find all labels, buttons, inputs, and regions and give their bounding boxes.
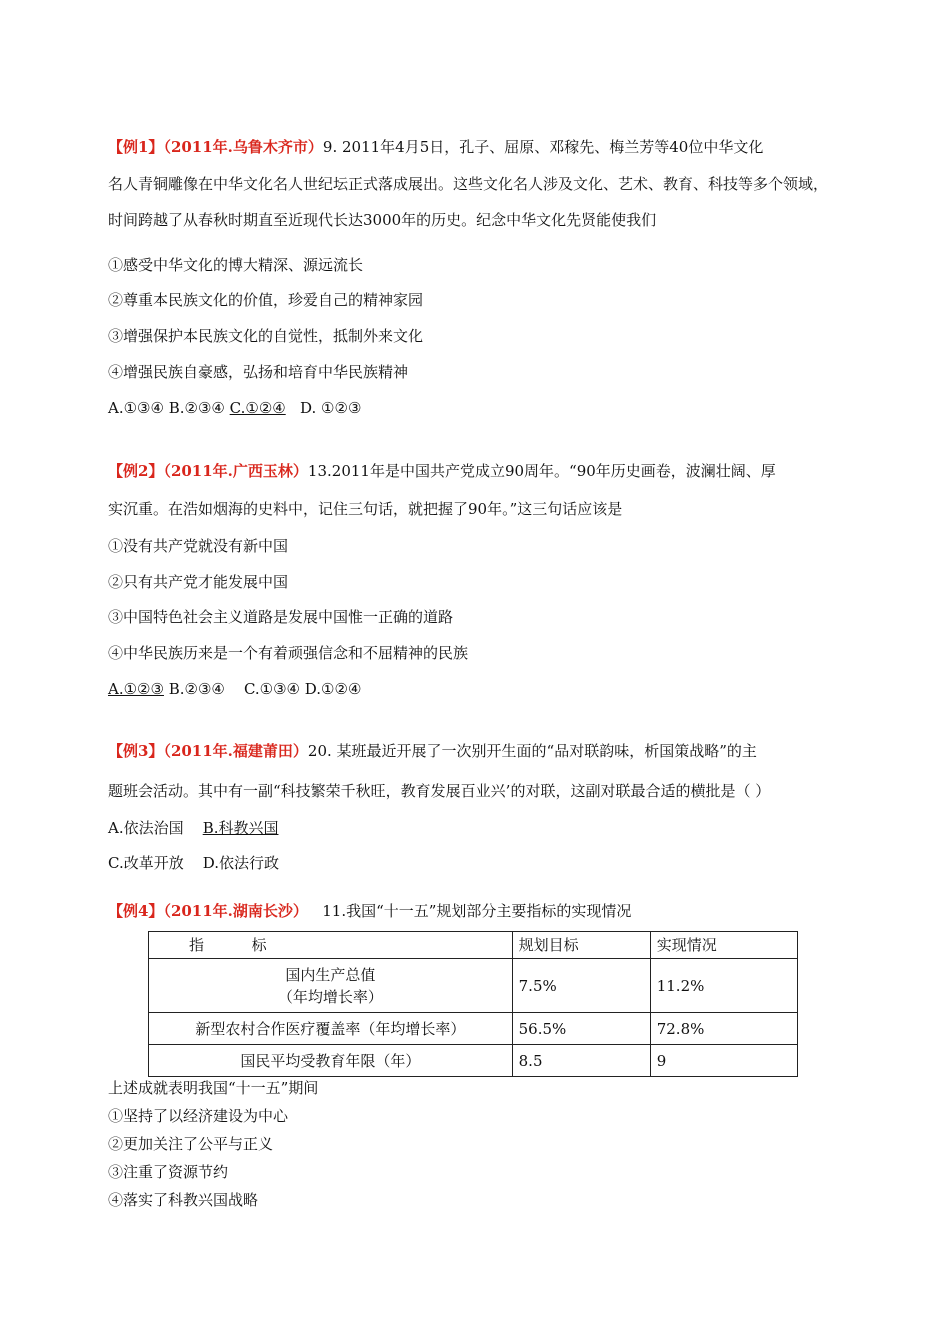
table-row (149, 1013, 798, 1045)
example-2-choice-a: A.①②③ (108, 680, 164, 698)
example-1-item-2: ②尊重本民族文化的价值，珍爱自己的精神家园 (108, 291, 424, 309)
example-4-item-4: ④落实了科教兴国战略 (108, 1191, 259, 1209)
row-1-indicator-line-2: （年均增长率） (277, 987, 383, 1006)
example-1-question-line-1: 9. 2011年4月5日，孔子、屈原、邓稼先、梅兰芳等40位中华文化 (322, 138, 764, 156)
example-2-choice-c: C.①③④ (243, 680, 301, 698)
row-3-actual: 9 (650, 1045, 797, 1077)
row-3-indicator: 国民平均受教育年限（年） (149, 1045, 513, 1077)
example-1-choice-b: B.②③④ (168, 399, 225, 417)
example-4-item-2: ②更加关注了公平与正义 (108, 1135, 274, 1153)
example-3-choices-row-1 (108, 818, 278, 838)
example-2-choice-b: B.②③④ (168, 680, 225, 698)
example-4-item-1: ①坚持了以经济建设为中心 (108, 1107, 289, 1125)
example-2-source: （2011年.广西玉林） (163, 462, 308, 480)
example-1-item-1: ①感受中华文化的博大精深、源远流长 (108, 256, 364, 274)
example-2-question-line-2: 实沉重。在浩如烟海的史料中，记住三句话，就把握了90年。”这三句话应该是 (108, 500, 623, 518)
example-1-choice-a: A.①③④ (108, 399, 164, 417)
example-1-first-line (108, 137, 763, 157)
example-1-choice-d: D. ①②③ (300, 399, 362, 417)
example-4-first-line (108, 901, 631, 921)
row-1-indicator-line-1: 国内生产总值 (285, 965, 376, 984)
example-2-first-line (108, 461, 776, 481)
table-row (149, 1045, 798, 1077)
example-3-tag: 【例3】 (108, 742, 164, 760)
example-2-choice-d: D.①②④ (304, 680, 362, 698)
table-row (149, 959, 798, 1013)
example-3-choice-b: B.科教兴国 (202, 819, 279, 837)
example-3-question-line-2: 题班会活动。其中有一副“科技繁荣千秋旺，教育发展百业兴’的对联，这副对联最合适的横批是（ ） (108, 782, 771, 800)
example-4-question-line-1: 11.我国“十一五”规划部分主要指标的实现情况 (322, 902, 632, 920)
example-4-after-table: 上述成就表明我国“十一五”期间 (108, 1079, 319, 1097)
example-2-item-1: ①没有共产党就没有新中国 (108, 537, 289, 555)
example-1-choice-c: C.①②④ (229, 399, 286, 417)
example-3-choice-d: D.依法行政 (202, 854, 280, 872)
indicator-table (148, 931, 798, 1077)
example-2-item-4: ④中华民族历来是一个有着顽强信念和不屈精神的民族 (108, 644, 469, 662)
row-1-target: 7.5% (512, 959, 650, 1013)
header-plan-target: 规划目标 (512, 932, 650, 959)
example-1-choices (108, 398, 361, 418)
example-1-item-4: ④增强民族自豪感，弘扬和培育中华民族精神 (108, 363, 409, 381)
row-1-indicator (149, 959, 513, 1013)
row-2-indicator: 新型农村合作医疗覆盖率（年均增长率） (149, 1013, 513, 1045)
example-4-source: （2011年.湖南长沙） (163, 902, 308, 920)
example-3-choice-a: A.依法治国 (108, 819, 184, 837)
example-4-item-3: ③注重了资源节约 (108, 1163, 229, 1181)
example-2-choices (108, 679, 361, 699)
row-1-actual: 11.2% (650, 959, 797, 1013)
example-3-choice-c: C.改革开放 (108, 854, 184, 872)
example-2-item-2: ②只有共产党才能发展中国 (108, 573, 289, 591)
row-3-target: 8.5 (512, 1045, 650, 1077)
example-1-question-line-2: 名人青铜雕像在中华文化名人世纪坛正式落成展出。这些文化名人涉及文化、艺术、教育、科技等多个领域， (108, 175, 829, 193)
example-3-source: （2011年.福建莆田） (163, 742, 308, 760)
example-4-tag: 【例4】 (108, 902, 164, 920)
example-1-question-line-3: 时间跨越了从春秋时期直至近现代长达3000年的历史。纪念中华文化先贤能使我们 (108, 211, 657, 229)
row-2-target: 56.5% (512, 1013, 650, 1045)
header-actual: 实现情况 (650, 932, 797, 959)
table-header-row (149, 932, 798, 959)
example-3-choices-row-2 (108, 853, 279, 873)
row-2-actual: 72.8% (650, 1013, 797, 1045)
example-1-tag: 【例1】 (108, 138, 164, 156)
example-1-source: （2011年.乌鲁木齐市） (163, 138, 323, 156)
example-3-first-line (108, 741, 757, 761)
example-2-tag: 【例2】 (108, 462, 164, 480)
example-1-item-3: ③增强保护本民族文化的自觉性，抵制外来文化 (108, 327, 424, 345)
example-3-question-line-1: 20. 某班最近开展了一次别开生面的“品对联韵味，析国策战略”的主 (307, 742, 757, 760)
example-2-item-3: ③中国特色社会主义道路是发展中国惟一正确的道路 (108, 608, 454, 626)
header-indicator: 指 标 (149, 932, 513, 959)
example-2-question-line-1: 13.2011年是中国共产党成立90周年。“90年历史画卷，波澜壮阔、厚 (307, 462, 776, 480)
